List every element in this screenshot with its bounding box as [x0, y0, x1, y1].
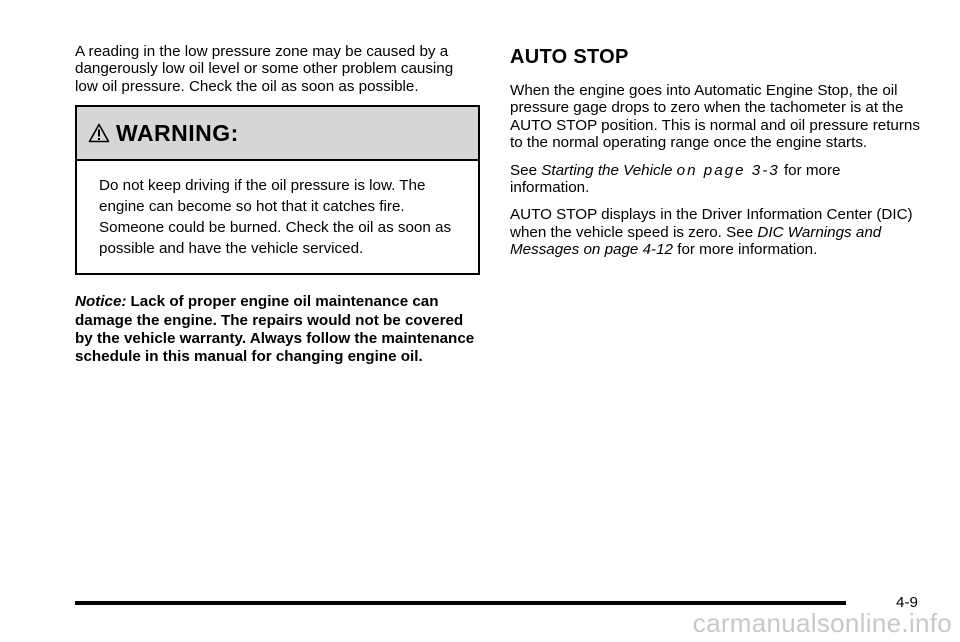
notice-paragraph [75, 293, 480, 367]
watermark: carmanualsonline.info [692, 608, 952, 638]
section-title-auto-stop: AUTO STOP [510, 46, 629, 68]
left-column [75, 43, 480, 367]
reference-tail: for more information. [510, 161, 841, 197]
page-number: 4-9 [896, 594, 918, 611]
warning-triangle-icon [88, 123, 110, 143]
warning-body: Do not keep driving if the oil pressure is low. The engine can become so hot that it catches fire. Someone could be burned. Check the oil as soon as possible and have the vehicle serviced. [99, 177, 452, 258]
dic-warnings-link[interactable]: DIC Warnings and Messages [510, 223, 882, 259]
auto-stop-paragraph: When the engine goes into Automatic Engine Stop, the oil pressure gage drops to zero when the tachometer is at the AUTO STOP position. This is normal and oil pressure returns to the normal operating range once the engine starts. [510, 82, 920, 152]
low-pressure-paragraph: A reading in the low pressure zone may be caused by a dangerously low oil level or some other problem causing low oil pressure. Check the oil as soon as possible. [75, 43, 454, 95]
see-label: See [510, 161, 538, 179]
dic-paragraph [510, 206, 920, 258]
dic-lead-text: AUTO STOP displays in the Driver Information Center (DIC) when the vehicle speed is zero. [510, 206, 913, 241]
warning-header [77, 107, 478, 161]
see-label: See [726, 223, 754, 241]
footer-rule [75, 601, 846, 605]
notice-text: Lack of proper engine oil maintenance can damage the engine. The repairs would not be covered by the vehicle warranty. Always follow the maintenance schedule in this manual for changing engine oil. [75, 293, 475, 366]
starting-vehicle-reference [510, 162, 920, 197]
page-reference[interactable]: on page 4-12 [583, 241, 673, 259]
warning-box [75, 105, 480, 275]
warning-title: WARNING: [116, 119, 239, 146]
starting-vehicle-link[interactable]: Starting the Vehicle [541, 161, 673, 179]
page-reference[interactable]: on page 3-3 [676, 161, 780, 179]
right-column [510, 43, 920, 269]
notice-label: Notice: [75, 293, 127, 311]
reference-tail: for more information. [677, 241, 818, 259]
